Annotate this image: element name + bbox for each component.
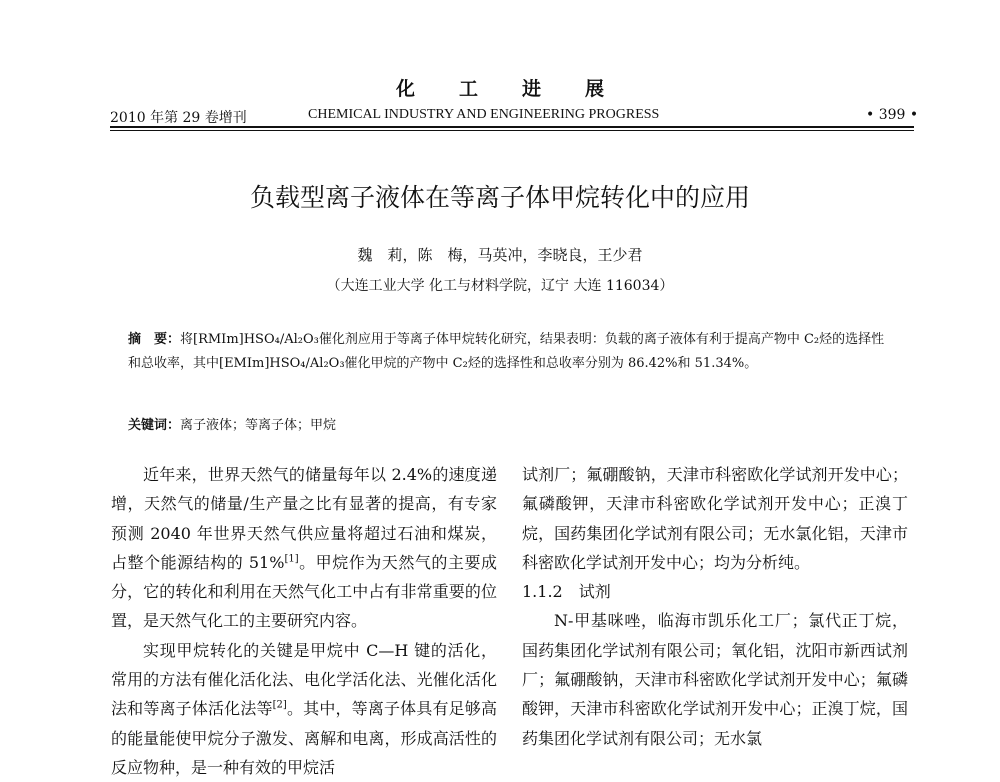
journal-name-en: CHEMICAL INDUSTRY AND ENGINEERING PROGRESS (308, 107, 660, 122)
paragraph-text: 。甲烷作为天然气的主要成分，它的转化和利用在天然气化工中占有非常重要的位置，是天然气化工的主要研究内容。 (111, 552, 497, 631)
keywords-text: 离子液体；等离子体；甲烷 (180, 418, 337, 433)
page-number: • 399 • (866, 107, 919, 123)
section-heading: 1.1.2 试剂 (522, 582, 611, 602)
issue-info: 2010 年第 29 卷增刊 (110, 110, 247, 126)
authors: 魏 莉，陈 梅，马英冲，李晓良，王少君 (357, 246, 643, 264)
paragraph-text: 近年来，世界天然气的储量每年以 2.4%的速度递增，天然气的储量/生产量之比有显著的提高，有专家预测 2040 年世界天然气供应量将超过石油和煤炭，占整个能源结构的 51% (111, 465, 497, 572)
abstract (128, 328, 888, 376)
citation: [1] (284, 553, 299, 565)
paragraph-text: 。其中，等离子体具有足够高的能量能使甲烷分子激发、离解和电离，形成高活性的反应物种，是一种有效的甲烷活 (111, 699, 497, 777)
affiliation: （大连工业大学 化工与材料学院，辽宁 大连 116034） (326, 278, 674, 294)
article-title: 负载型离子液体在等离子体甲烷转化中的应用 (249, 183, 750, 212)
abstract-text: 将[RMIm]HSO₄/Al₂O₃催化剂应用于等离子体甲烷转化研究，结果表明：负载的离子液体有利于提高产物中 C₂烃的选择性和总收率，其中[EMIm]HSO₄/Al₂O₃催化甲烷的产物中 C₂烃的选择性和总收率分别为 86.42%和 51.34%。 (128, 332, 885, 371)
header-rule (110, 126, 914, 128)
paragraph-text: 实现甲烷转化的关键是甲烷中 C—H 键的活化，常用的方法有催化活化法、电化学活化法、光催化活化法和等离子体活化法等 (111, 640, 497, 719)
keywords-label: 关键词： (128, 418, 181, 433)
citation: [2] (272, 700, 287, 712)
paragraph: 试剂厂；氟硼酸钠，天津市科密欧化学试剂开发中心；氟磷酸钾，天津市科密欧化学试剂开发中心；正溴丁烷，国药集团化学试剂有限公司；无水氯化铝，天津市科密欧化学试剂开发中心；均为分析纯。 (522, 465, 908, 572)
paragraph: N-甲基咪唑，临海市凯乐化工厂；氯代正丁烷，国药集团化学试剂有限公司；氧化铝，沈阳市新西试剂厂；氟硼酸钠，天津市科密欧化学试剂开发中心；氟磷酸钾，天津市科密欧化学试剂开发中心；正溴丁烷，国药集团化学试剂有限公司；无水氯 (522, 611, 908, 748)
paragraph (111, 460, 497, 636)
header-rule-thin (110, 130, 914, 131)
abstract-label: 摘 要： (128, 332, 181, 347)
right-column (522, 460, 908, 753)
keywords (128, 414, 888, 433)
left-column (111, 460, 497, 782)
paragraph (111, 636, 497, 782)
journal-name-cn: 化工进展 (395, 78, 648, 100)
